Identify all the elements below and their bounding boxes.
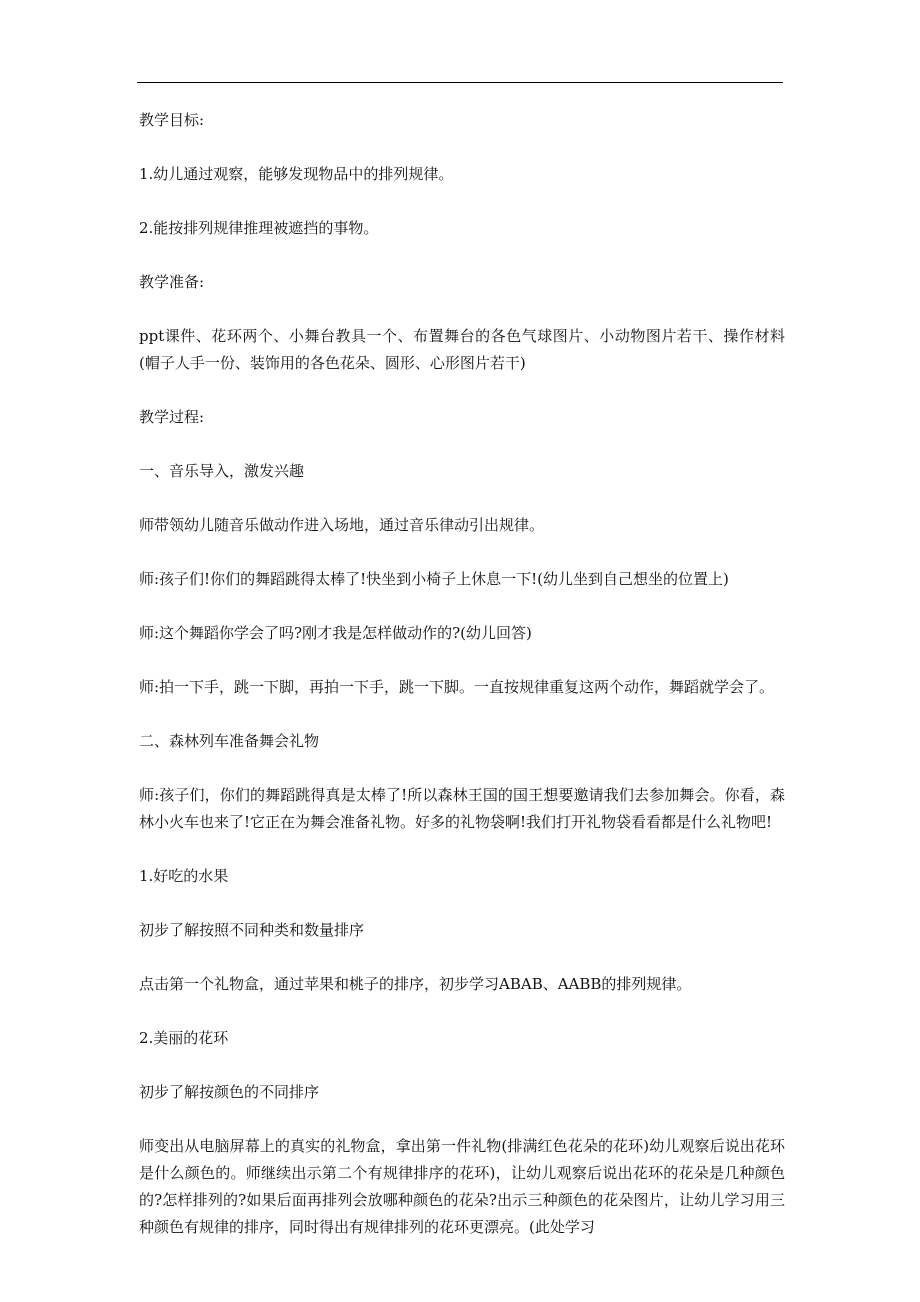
goal-item-2: 2.能按排列规律推理被遮挡的事物。 <box>139 219 379 237</box>
paragraph: 师:孩子们!你们的舞蹈跳得太棒了!快坐到小椅子上休息一下!(幼儿坐到自己想坐的位置上) <box>139 570 729 588</box>
subsection-heading-2: 2.美丽的花环 <box>139 1029 229 1047</box>
section-heading-2: 二、森林列车准备舞会礼物 <box>139 732 320 750</box>
paragraph: 点击第一个礼物盒，通过苹果和桃子的排序，初步学习ABAB、AABB的排列规律。 <box>139 975 692 993</box>
paragraph: 师变出从电脑屏幕上的真实的礼物盒，拿出第一件礼物(排满红色花朵的花环)幼儿观察后说出花环是什么颜色的。师继续出示第二个有规律排序的花环)，让幼儿观察后说出花环的花朵是几种颜色的?怎样排列的?如果后面再排列会放哪种颜色的花朵?出示三种颜色的花朵图片，让幼儿学习用三种颜色有规律的排序，同时得出有规律排列的花环更漂亮。(此处学习 <box>139 1137 785 1236</box>
subsection-heading-1: 1.好吃的水果 <box>139 867 229 885</box>
goal-item-1: 1.幼儿通过观察，能够发现物品中的排列规律。 <box>139 165 454 183</box>
heading-teaching-process: 教学过程: <box>139 408 205 426</box>
header-rule <box>137 82 783 83</box>
paragraph: 师:拍一下手，跳一下脚，再拍一下手，跳一下脚。一直按规律重复这两个动作，舞蹈就学会了。 <box>139 678 775 696</box>
heading-teaching-goals: 教学目标: <box>139 111 205 129</box>
section-heading-1: 一、音乐导入，激发兴趣 <box>139 462 305 480</box>
paragraph: 师:孩子们，你们的舞蹈跳得真是太棒了!所以森林王国的国王想要邀请我们去参加舞会。你看，森林小火车也来了!它正在为舞会准备礼物。好多的礼物袋啊!我们打开礼物袋看看都是什么礼物吧! <box>139 786 785 831</box>
preparation-list: ppt课件、花环两个、小舞台教具一个、布置舞台的各色气球图片、小动物图片若干、操作材料(帽子人手一份、装饰用的各色花朵、圆形、心形图片若干) <box>139 327 785 372</box>
paragraph: 师带领幼儿随音乐做动作进入场地，通过音乐律动引出规律。 <box>139 516 545 534</box>
document-body <box>139 107 785 1268</box>
heading-teaching-preparation: 教学准备: <box>139 273 205 291</box>
paragraph: 初步了解按照不同种类和数量排序 <box>139 921 365 939</box>
paragraph: 师:这个舞蹈你学会了吗?刚才我是怎样做动作的?(幼儿回答) <box>139 624 532 642</box>
paragraph: 初步了解按颜色的不同排序 <box>139 1083 320 1101</box>
